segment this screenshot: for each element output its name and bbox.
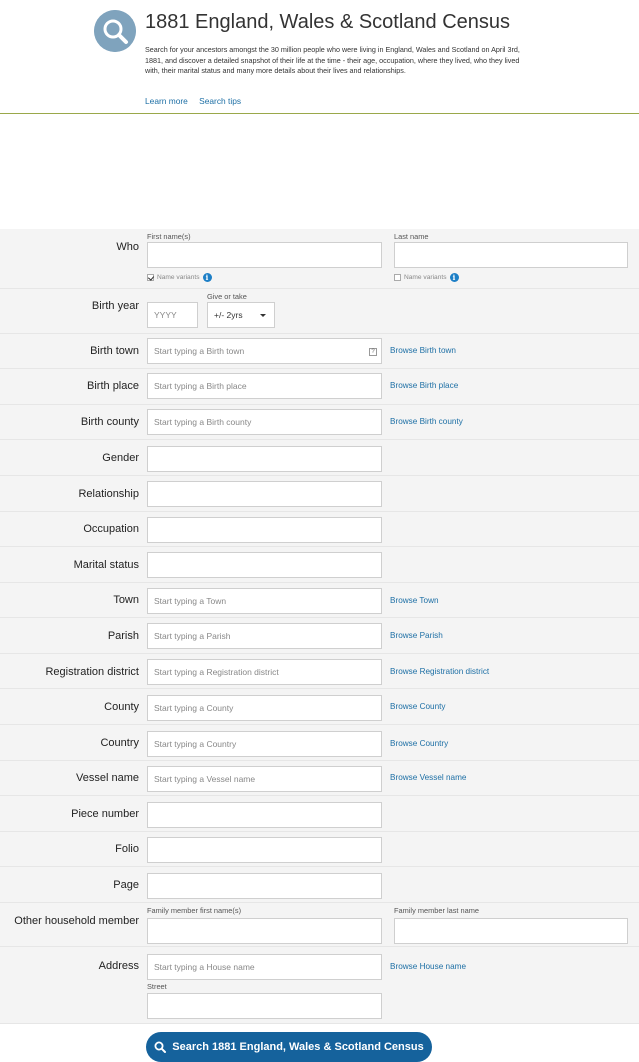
- browse-parish-link[interactable]: Browse Parish: [390, 631, 443, 640]
- house-name-input[interactable]: Start typing a House name: [147, 954, 382, 980]
- header-links: [145, 96, 250, 106]
- address-label: Address: [98, 960, 139, 972]
- parish-row: [0, 618, 639, 654]
- marital-status-label: Marital status: [73, 559, 139, 571]
- family-last-name-input[interactable]: [394, 918, 628, 944]
- birth-county-label: Birth county: [80, 416, 139, 428]
- browse-birth-county-link[interactable]: Browse Birth county: [390, 417, 463, 426]
- country-label: Country: [100, 737, 139, 749]
- registration-district-input[interactable]: Start typing a Registration district: [147, 659, 382, 685]
- browse-registration-district-link[interactable]: Browse Registration district: [390, 667, 490, 676]
- search-icon: [154, 1041, 166, 1053]
- page-input[interactable]: [147, 873, 382, 899]
- occupation-label: Occupation: [83, 523, 139, 535]
- caret-down-icon: [260, 314, 266, 317]
- birth-place-label: Birth place: [87, 380, 139, 392]
- vessel-name-label: Vessel name: [76, 772, 139, 784]
- birth-year-input[interactable]: YYYY: [147, 302, 198, 328]
- page-title: 1881 England, Wales & Scotland Census: [145, 11, 511, 33]
- street-input[interactable]: [147, 993, 382, 1019]
- learn-more-link[interactable]: Learn more: [145, 96, 188, 106]
- who-row: [0, 229, 639, 289]
- birth-town-placeholder: Start typing a Birth town: [154, 346, 245, 356]
- parish-label: Parish: [107, 630, 139, 642]
- county-input[interactable]: Start typing a County: [147, 695, 382, 721]
- household-row: [0, 903, 639, 947]
- country-row: [0, 725, 639, 761]
- last-name-variants-label: Name variants: [404, 274, 447, 281]
- folio-input[interactable]: [147, 837, 382, 863]
- browse-birth-town-link[interactable]: Browse Birth town: [390, 346, 456, 355]
- help-icon[interactable]: ?: [369, 348, 377, 356]
- last-name-variants-checkbox[interactable]: [394, 274, 401, 281]
- who-label: Who: [116, 241, 139, 253]
- town-label: Town: [113, 594, 139, 606]
- search-tips-link[interactable]: Search tips: [199, 96, 242, 106]
- census-logo-icon: [94, 10, 136, 52]
- page-header: [0, 0, 639, 114]
- relationship-row: [0, 476, 639, 512]
- piece-number-row: [0, 796, 639, 832]
- first-name-variants[interactable]: [147, 273, 212, 282]
- birth-place-input[interactable]: Start typing a Birth place: [147, 373, 382, 399]
- birth-place-row: [0, 369, 639, 405]
- address-row: [0, 947, 639, 1024]
- birth-town-input[interactable]: [147, 338, 382, 364]
- family-last-name-label: Family member last name: [394, 906, 480, 915]
- folio-label: Folio: [115, 843, 139, 855]
- vessel-name-row: [0, 761, 639, 796]
- registration-district-row: [0, 654, 639, 689]
- info-icon[interactable]: i: [450, 273, 459, 282]
- birth-year-label: Birth year: [91, 300, 139, 312]
- first-name-variants-checkbox[interactable]: [147, 274, 154, 281]
- last-name-input[interactable]: [394, 242, 628, 268]
- browse-county-link[interactable]: Browse County: [390, 702, 446, 711]
- page-row: [0, 867, 639, 903]
- marital-status-input[interactable]: [147, 552, 382, 578]
- birth-county-row: [0, 405, 639, 440]
- street-label: Street: [147, 982, 167, 991]
- town-row: [0, 583, 639, 618]
- marital-status-row: [0, 547, 639, 583]
- occupation-input[interactable]: [147, 517, 382, 543]
- birth-town-label: Birth town: [90, 345, 139, 357]
- gender-input[interactable]: [147, 446, 382, 472]
- county-row: [0, 689, 639, 725]
- piece-number-label: Piece number: [71, 808, 139, 820]
- family-first-name-label: Family member first name(s): [147, 906, 242, 915]
- household-label: Other household member: [14, 915, 139, 927]
- folio-row: [0, 832, 639, 867]
- relationship-label: Relationship: [78, 488, 139, 500]
- birth-county-input[interactable]: Start typing a Birth county: [147, 409, 382, 435]
- browse-birth-place-link[interactable]: Browse Birth place: [390, 381, 459, 390]
- first-name-label: First name(s): [147, 232, 191, 241]
- gender-label: Gender: [102, 452, 139, 464]
- info-icon[interactable]: i: [203, 273, 212, 282]
- last-name-label: Last name: [394, 232, 429, 241]
- town-input[interactable]: Start typing a Town: [147, 588, 382, 614]
- vessel-name-input[interactable]: Start typing a Vessel name: [147, 766, 382, 792]
- piece-number-input[interactable]: [147, 802, 382, 828]
- first-name-input[interactable]: [147, 242, 382, 268]
- browse-country-link[interactable]: Browse Country: [390, 739, 449, 748]
- page-description: Search for your ancestors amongst the 30 million people who were living in England, Wales and Scotland on April 3rd, 1881, and discover a detailed snapshot of their life at the time - their age, occupation, where they lived, who they lived with, their marital status and many more details about their lives and relationships.: [145, 45, 520, 76]
- county-label: County: [104, 701, 139, 713]
- birth-town-row: [0, 334, 639, 369]
- gender-row: [0, 440, 639, 476]
- registration-district-label: Registration district: [45, 666, 139, 678]
- family-first-name-input[interactable]: [147, 918, 382, 944]
- search-button[interactable]: [146, 1032, 432, 1062]
- relationship-input[interactable]: [147, 481, 382, 507]
- browse-town-link[interactable]: Browse Town: [390, 596, 439, 605]
- country-input[interactable]: Start typing a Country: [147, 731, 382, 757]
- page-label: Page: [113, 879, 139, 891]
- give-or-take-select[interactable]: [207, 302, 275, 328]
- last-name-variants[interactable]: [394, 273, 459, 282]
- parish-input[interactable]: Start typing a Parish: [147, 623, 382, 649]
- browse-vessel-name-link[interactable]: Browse Vessel name: [390, 773, 467, 782]
- search-button-label: Search 1881 England, Wales & Scotland Census: [172, 1041, 424, 1053]
- give-or-take-label: Give or take: [207, 292, 247, 301]
- occupation-row: [0, 512, 639, 547]
- first-name-variants-label: Name variants: [157, 274, 200, 281]
- browse-house-name-link[interactable]: Browse House name: [390, 962, 466, 971]
- give-or-take-value: +/- 2yrs: [214, 310, 243, 320]
- birth-year-row: [0, 289, 639, 334]
